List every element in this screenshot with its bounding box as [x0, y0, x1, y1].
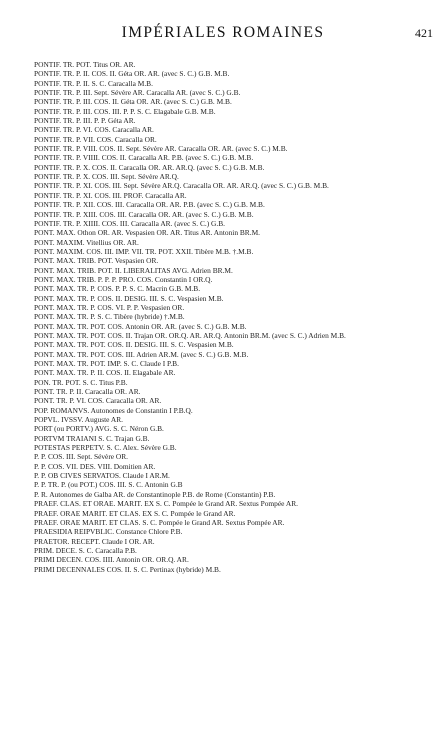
list-item: PONT. MAX. TR. P. S. C. Tibère (hybride) †.M.B.: [34, 312, 185, 322]
list-item: PONTIF. TR. P. II. COS. II. Géta OR. AR. (avec S. C.) G.B. M.B.: [34, 69, 230, 79]
list-item: PONTIF. TR. P. X. COS. II. Caracalla OR. AR. AR.Q. (avec S. C.) G.B. M.B.: [34, 162, 265, 172]
list-item: PONTIF. TR. P. VI. COS. Caracalla AR.: [34, 125, 154, 135]
entry-list: [34, 60, 438, 736]
list-item: PORT (ou PORTV.) AVG. S. C. Néron G.B.: [34, 424, 164, 434]
list-item: PRIM. DECE. S. C. Caracalla P.B.: [34, 545, 137, 555]
list-item: PRAEF. ORAE MARIT. ET CLAS. EX S. C. Pompée le Grand AR.: [34, 508, 236, 518]
list-item: PONT. MAX. TR. P. II. COS. II. Elagabale AR.: [34, 368, 176, 378]
list-item: PONT. MAX. Othon OR. AR. Vespasien OR. AR. Titus AR. Antonin BR.M.: [34, 228, 261, 238]
list-item: PRAESIDIA REIPVBLIC. Constance Chlore P.B.: [34, 527, 183, 537]
list-item: PONT. MAX. TR. POT. COS. II. Trajan OR. OR.Q. AR. AR.Q. Antonin BR.M. (avec S. C.) Adrien M.B.: [34, 330, 346, 340]
list-item: PONTIF. TR. P. XII. COS. III. Caracalla OR. AR. P.B. (avec S. C.) G.B. M.B.: [34, 200, 265, 210]
list-item: PONT. MAX. TRIB. P. P. P. PRO. COS. Constantin I OR.Q.: [34, 274, 213, 284]
list-item: POP. ROMANVS. Autonomes de Constantin I P.B.Q.: [34, 405, 193, 415]
list-item: PRAETOR. RECEPT. Claude I OR. AR.: [34, 536, 155, 546]
list-item: PRAEF. ORAE MARIT. ET CLAS. S. C. Pompée le Grand AR. Sextus Pompée AR.: [34, 517, 285, 527]
list-item: PRAEF. CLAS. ET ORAE. MARIT. EX S. C. Pompée le Grand AR. Sextus Pompée AR.: [34, 499, 298, 509]
list-item: P. P. COS. VII. DES. VIII. Domitien AR.: [34, 461, 156, 471]
list-item: PONTIF. TR. P. III. COS. III. P. P. S. C. Elagabale G.B. M.B.: [34, 106, 216, 116]
page-number: 421: [415, 26, 433, 40]
list-item: PONTIF. TR. P. VIIII. COS. II. Caracalla AR. P.B. (avec S. C.) G.B. M.B.: [34, 153, 254, 163]
list-item: PONTIF. TR. P. III. Sept. Sévère AR. Caracalla AR. (avec S. C.) G.B.: [34, 88, 241, 98]
list-item: PONT. MAX. TRIB. POT. Vespasien OR.: [34, 256, 159, 266]
list-item: PONT. MAX. TR. POT. IMP. S. C. Claude I P.B.: [34, 359, 179, 368]
list-item: P. P. TR. P. (ou POT.) COS. III. S. C. Antonin G.B: [34, 480, 183, 490]
list-item: PONT. TR. P. VI. COS. Caracalla OR. AR.: [34, 396, 162, 406]
list-item: PONT. MAX. TR. POT. COS. Antonin OR. AR. (avec S. C.) G.B. M.B.: [34, 321, 247, 331]
list-item: PONT. MAX. TR. P. COS. VI. P. P. Vespasien OR.: [34, 302, 185, 312]
list-item: PONT. MAX. TR. P. COS. II. DESIG. III. S. C. Vespasien M.B.: [34, 293, 224, 303]
list-item: PONTIF. TR. P. II. S. C. Caracalla M.B.: [34, 78, 153, 88]
list-item: PONT. MAX. TR. POT. COS. II. DESIG. III. S. C. Vespasien M.B.: [34, 340, 234, 350]
list-item: PONTIF. TR. P. VIII. COS. II. Sept. Sévère AR. Caracalla OR. AR. (avec S. C.) M.B.: [34, 144, 288, 154]
list-item: PORTVM TRAIANI S. C. Trajan G.B.: [34, 433, 150, 443]
list-item: POTESTAS PERPETV. S. C. Alex. Sévère G.B.: [34, 443, 177, 453]
page-header: [0, 24, 446, 48]
list-item: PONTIF. TR. POT. Titus OR. AR.: [34, 60, 136, 69]
list-item: PONTIF. TR. P. XIIII. COS. III. Caracalla AR. (avec S. C.) G.B.: [34, 218, 225, 228]
list-item: P. P. COS. III. Sept. Sévère OR.: [34, 452, 129, 462]
list-item: PONTIF. TR. P. III. P. P. Géta AR.: [34, 116, 136, 126]
list-item: PONT. MAXIM. COS. III. IMP. VII. TR. POT. XXII. Tibère M.B. †.M.B.: [34, 246, 254, 256]
list-item: PONT. MAX. TR. POT. COS. III. Adrien AR.M. (avec S. C.) G.B. M.B.: [34, 349, 249, 359]
list-item: POPVL. IVSSV. Auguste AR.: [34, 415, 123, 425]
list-item: PONTIF. TR. P. XIII. COS. III. Caracalla OR. AR. (avec S. C.) G.B. M.B.: [34, 209, 254, 219]
page-title: IMPÉRIALES ROMAINES: [121, 24, 325, 41]
list-item: PONT. MAX. TR. P. COS. P. P. S. C. Macrin G.B. M.B.: [34, 284, 201, 294]
list-item: PONTIF. TR. P. XI. COS. III. Sept. Sévère AR.Q. Caracalla OR. AR. AR.Q. (avec S. C.) G.B. M.B.: [34, 181, 329, 191]
list-item: PONTIF. TR. P. III. COS. II. Géta OR. AR. (avec S. C.) G.B. M.B.: [34, 97, 232, 107]
list-item: P. P. OB CIVES SERVATOS. Claude I AR.M.: [34, 471, 170, 481]
list-item: PONTIF. TR. P. XI. COS. III. PROF. Caracalla AR.: [34, 190, 187, 200]
list-item: PRIMI DECEN. COS. IIII. Antonin OR. OR.Q. AR.: [34, 555, 189, 565]
list-item: PONT. MAX. TRIB. POT. II. LIBERALITAS AVG. Adrien BR.M.: [34, 265, 233, 275]
list-item: PON. TR. POT. S. C. Titus P.B.: [34, 377, 128, 387]
list-item: PRIMI DECENNALES COS. II. S. C. Pertinax (hybride) M.B.: [34, 564, 221, 574]
list-item: PONTIF. TR. P. X. COS. III. Sept. Sévère AR.Q.: [34, 172, 179, 182]
list-item: PONT. MAXIM. Vitellius OR. AR.: [34, 237, 139, 247]
list-item: PONT. TR. P. II. Caracalla OR. AR.: [34, 387, 141, 397]
list-item: P. R. Autonomes de Galba AR. de Constantinople P.B. de Rome (Constantin) P.B.: [34, 489, 276, 499]
list-item: PONTIF. TR. P. VII. COS. Caracalla OR.: [34, 134, 157, 144]
